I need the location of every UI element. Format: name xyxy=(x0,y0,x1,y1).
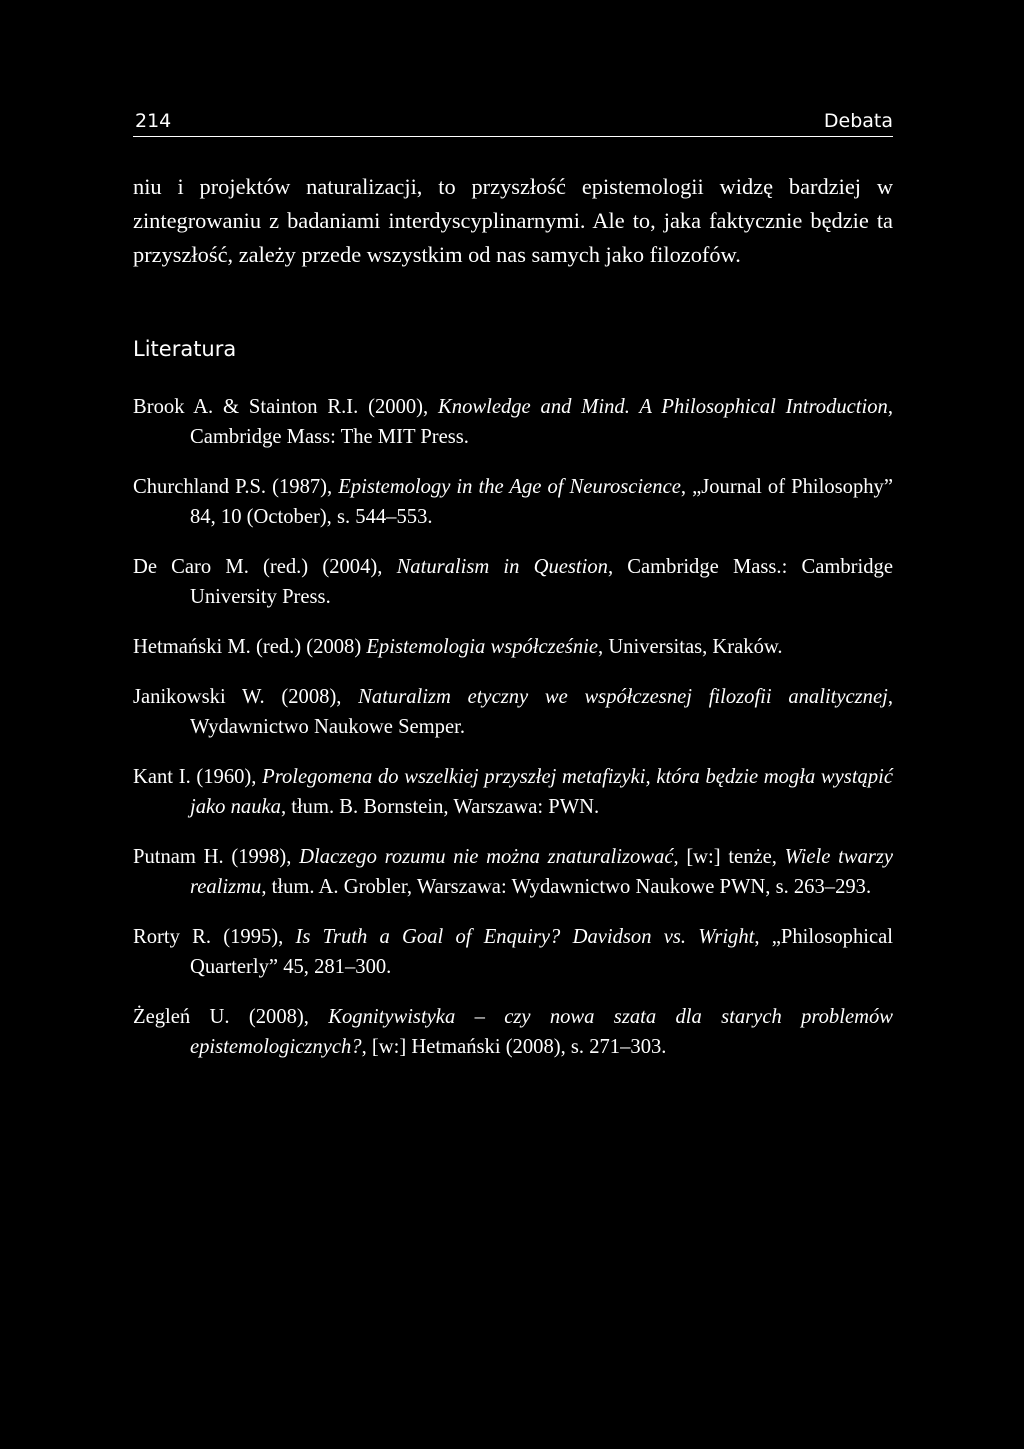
running-header xyxy=(133,104,893,137)
section-heading: Literatura xyxy=(133,337,237,361)
running-header-title: Debata xyxy=(823,110,893,132)
bibliography-entry: Putnam H. (1998), Dlaczego rozumu nie można znaturalizować, [w:] tenże, Wiele twarzy realizmu, tłum. A. Grobler, Warszawa: Wydawnictwo Naukowe PWN, s. 263–293. xyxy=(133,846,893,898)
bibliography-entry: Kant I. (1960), Prolegomena do wszelkiej przyszłej metafizyki, która będzie mogła wystąpić jako nauka, tłum. B. Bornstein, Warszawa: PWN. xyxy=(133,766,894,818)
body-paragraph: niu i projektów naturalizacji, to przyszłość epistemologii widzę bardziej w zintegrowaniu z badaniami interdyscyplinarnymi. Ale to, jaka faktycznie będzie ta przyszłość, zależy przede wszystkim od nas samych jako filozofów. xyxy=(133,174,893,268)
bibliography-entry: Churchland P.S. (1987), Epistemology in the Age of Neuroscience, „Journal of Philosophy” 84, 10 (October), s. 544–553. xyxy=(133,476,893,528)
bibliography-entry: De Caro M. (red.) (2004), Naturalism in Question, Cambridge Mass.: Cambridge University Press. xyxy=(133,556,893,608)
bibliography-entry: Rorty R. (1995), Is Truth a Goal of Enquiry? Davidson vs. Wright, „Philosophical Quarterly” 45, 281–300. xyxy=(133,926,893,978)
page-number: 214 xyxy=(135,110,172,132)
bibliography-entry: Żegleń U. (2008), Kognitywistyka – czy nowa szata dla starych problemów epistemologicznych?, [w:] Hetmański (2008), s. 271–303. xyxy=(133,1006,893,1058)
bibliography-entry: Hetmański M. (red.) (2008) Epistemologia współcześnie, Universitas, Kraków. xyxy=(133,636,783,658)
bibliography-entry: Janikowski W. (2008), Naturalizm etyczny we współczesnej filozofii analitycznej, Wydawnictwo Naukowe Semper. xyxy=(133,686,893,738)
bibliography-list xyxy=(133,392,893,1082)
bibliography-entry: Brook A. & Stainton R.I. (2000), Knowledge and Mind. A Philosophical Introduction, Cambridge Mass: The MIT Press. xyxy=(133,396,893,448)
